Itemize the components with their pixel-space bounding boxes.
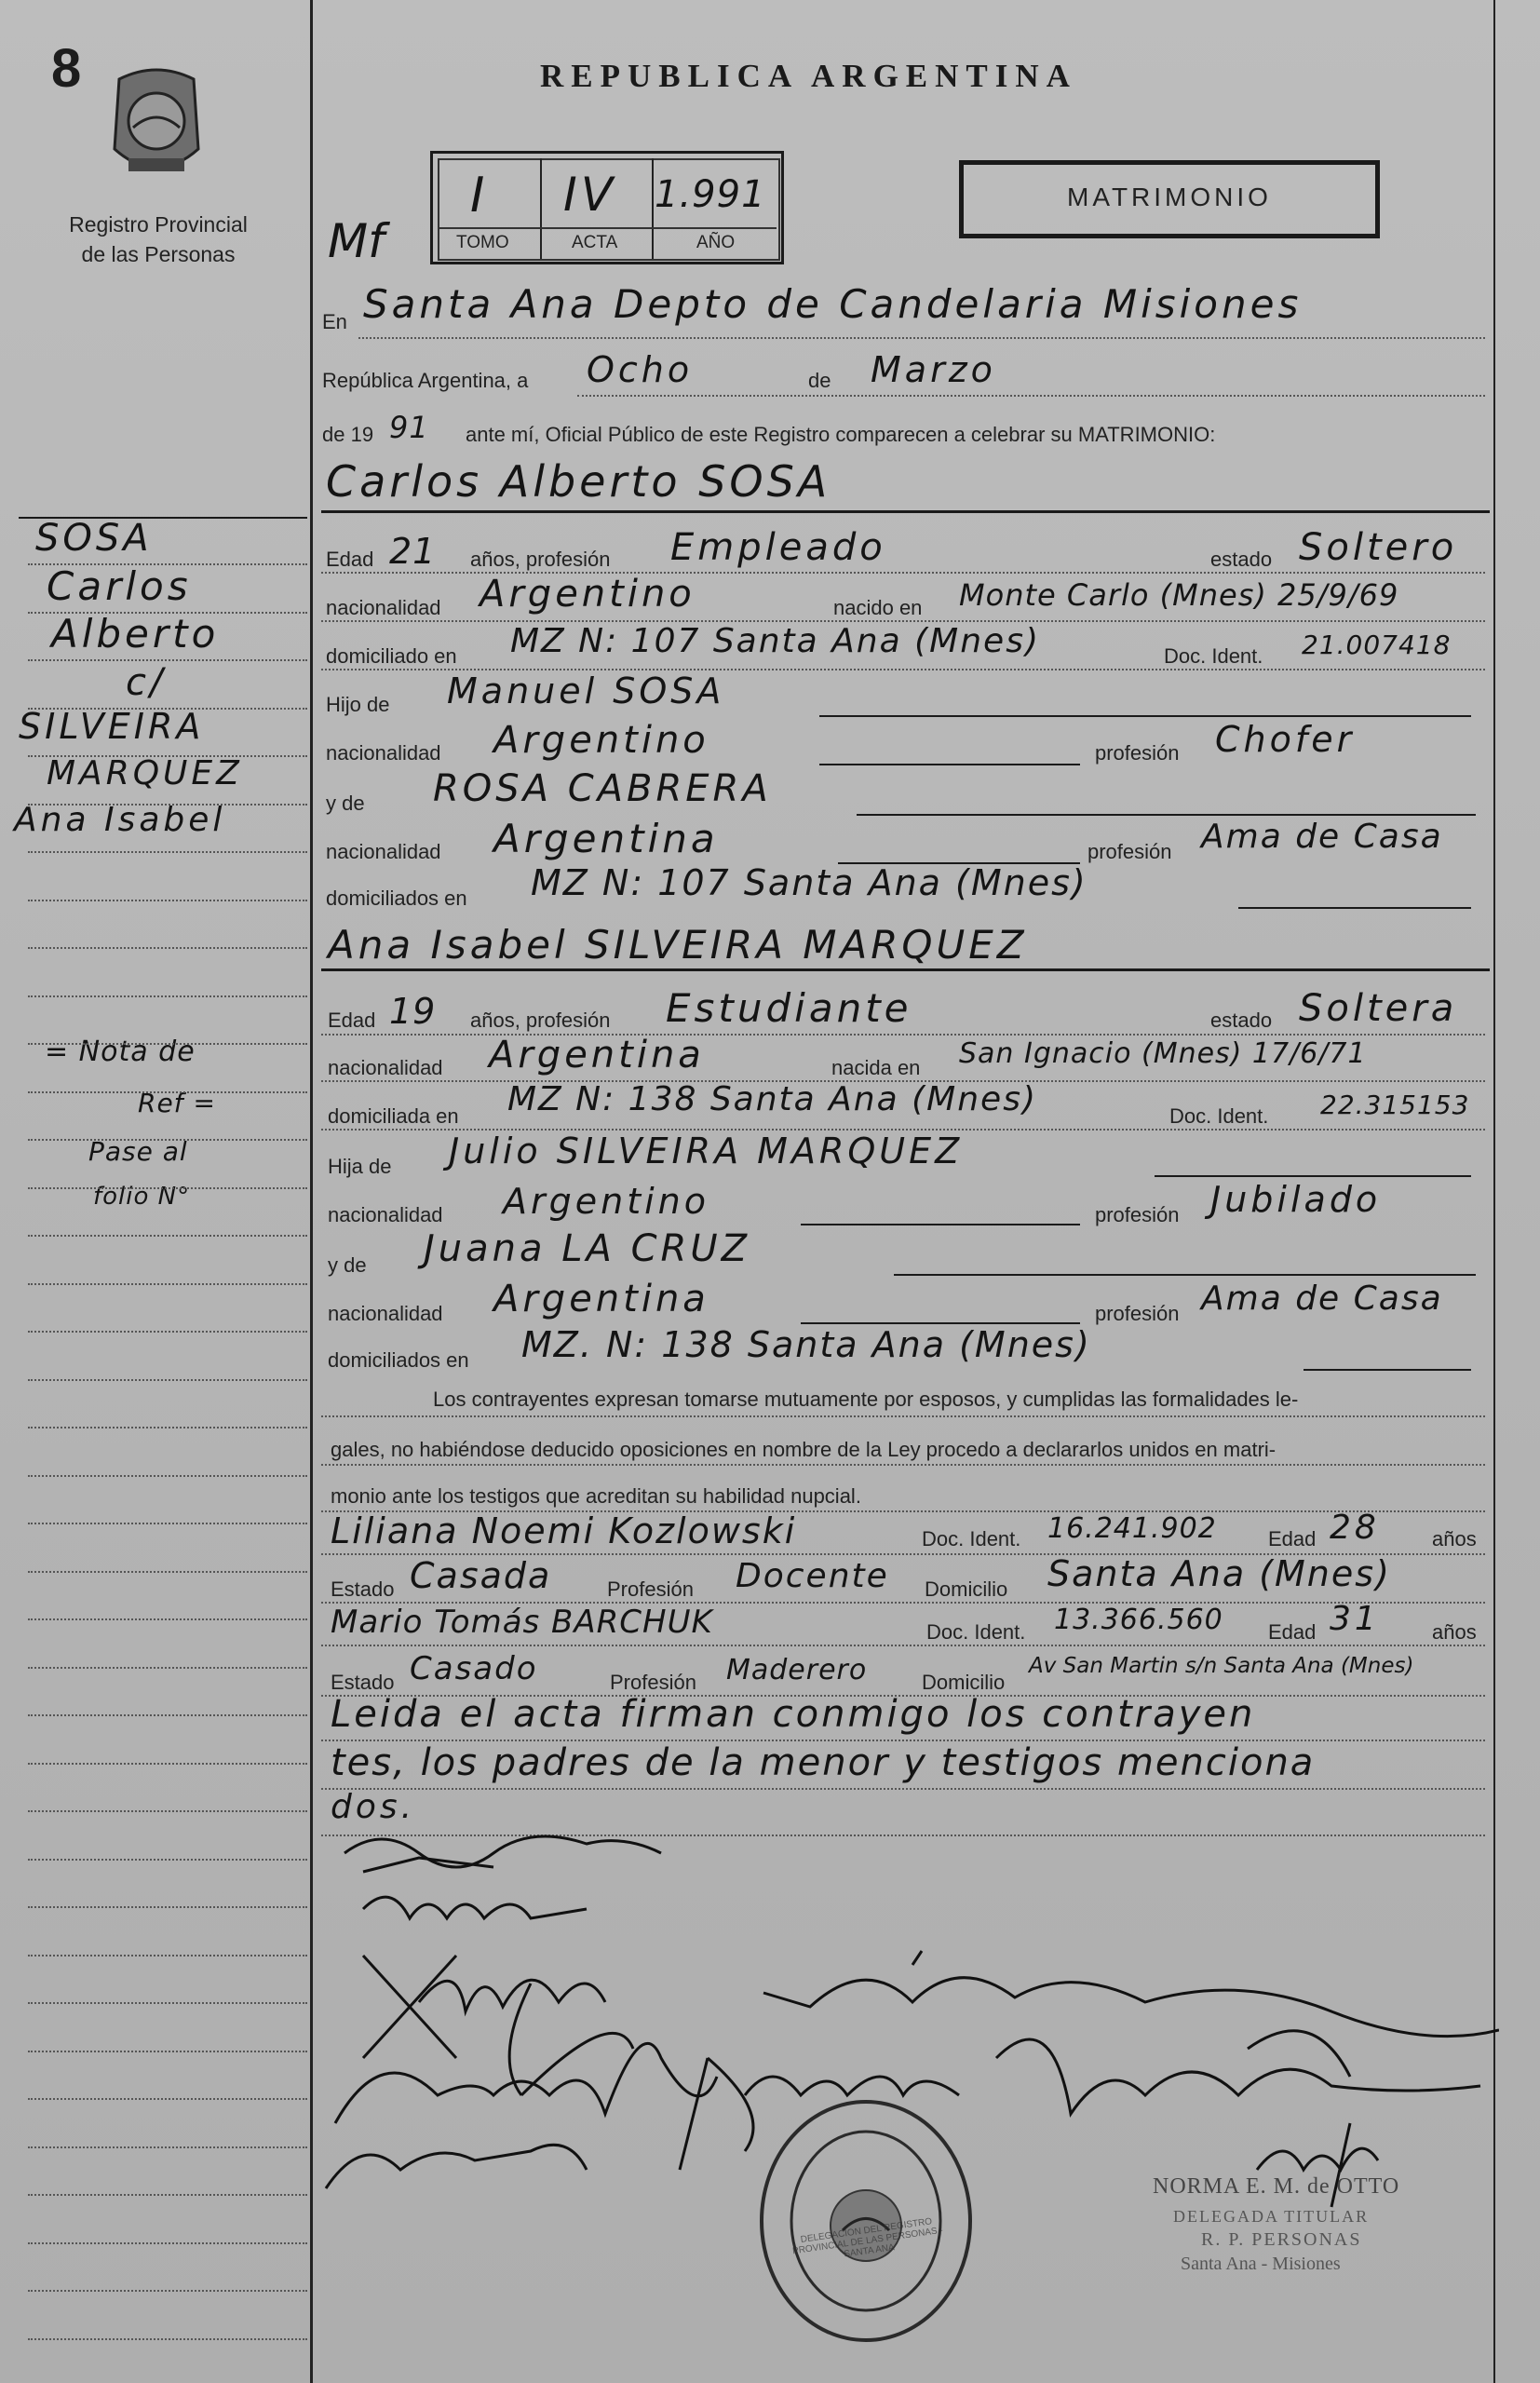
witness1-profession: Docente — [736, 1557, 889, 1595]
margin-note-line-3: Pase al — [88, 1136, 188, 1167]
margin-rule — [28, 2051, 307, 2052]
label-bride-doc: Doc. Ident. — [1169, 1104, 1269, 1128]
label-w1-prof: Profesión — [607, 1577, 694, 1601]
label-bride-father-prof: profesión — [1095, 1203, 1180, 1226]
label-groom-mother-prof: profesión — [1087, 840, 1172, 863]
margin-note-line-4: folio N° — [93, 1183, 191, 1211]
label-groom-edad: Edad — [326, 548, 374, 571]
witness2-status: Casado — [410, 1650, 538, 1687]
bride-nationality: Argentina — [489, 1034, 705, 1076]
bride-mother: Juana LA CRUZ — [424, 1227, 751, 1270]
witness2-address: Av San Martin s/n Santa Ana (Mnes) — [1029, 1654, 1414, 1678]
margin-name-line-5: SILVEIRA — [19, 706, 205, 747]
record-type: MATRIMONIO — [1067, 183, 1272, 211]
margin-rule — [28, 659, 307, 661]
groom-nationality: Argentino — [480, 573, 696, 616]
groom-mother-profession: Ama de Casa — [1201, 818, 1443, 856]
label-de-19: de 19 — [322, 423, 374, 446]
label-bride-estado: estado — [1210, 1009, 1273, 1032]
margin-rule — [28, 851, 307, 853]
legal-line-3: monio ante los testigos que acreditan su habilidad nupcial. — [331, 1484, 861, 1508]
margin-rule — [28, 612, 307, 614]
bride-father: Julio SILVEIRA MARQUEZ — [449, 1131, 964, 1171]
margin-rule — [28, 1379, 307, 1381]
legal-line-1: Los contrayentes expresan tomarse mutuamente por esposos, y cumplidas las formalidades le- — [433, 1388, 1299, 1411]
margin-rule — [28, 2338, 307, 2340]
closing-line-1-rule — [321, 1740, 1485, 1741]
bride-name: Ana Isabel SILVEIRA MARQUEZ — [328, 922, 1028, 968]
margin-rule — [28, 1618, 307, 1620]
label-bride-father-nac: nacionalidad — [328, 1203, 443, 1226]
label-groom-mother-nac: nacionalidad — [326, 840, 441, 863]
witness1-status: Casada — [410, 1555, 552, 1596]
label-w2-edad: Edad — [1268, 1620, 1317, 1644]
label-bride-mother-prof: profesión — [1095, 1302, 1180, 1325]
label-hija-de: Hija de — [328, 1155, 392, 1178]
closing-line-3: dos. — [331, 1788, 416, 1826]
groom-birth: Monte Carlo (Mnes) 25/9/69 — [959, 577, 1399, 613]
box-divider-2 — [652, 158, 654, 259]
label-groom-nacido: nacido en — [833, 596, 923, 619]
witness2-name: Mario Tomás BARCHUK — [331, 1604, 713, 1641]
official-office: R. P. PERSONAS — [1201, 2229, 1362, 2250]
label-groom-father-nac: nacionalidad — [326, 741, 441, 765]
margin-note-line-2: Ref = — [138, 1088, 216, 1118]
margin-rule — [28, 1667, 307, 1669]
margin-rule — [28, 1139, 307, 1141]
groom-father-profession: Chofer — [1215, 719, 1356, 760]
margin-top-rule — [19, 517, 307, 519]
margin-rule — [28, 755, 307, 757]
margin-rule — [28, 1571, 307, 1573]
groom-mother-nationality: Argentina — [493, 816, 719, 861]
margin-rule — [28, 1331, 307, 1333]
margin-rule — [28, 1235, 307, 1237]
closing-line-2-rule — [321, 1788, 1485, 1790]
margin-rule — [28, 1427, 307, 1428]
margin-rule — [28, 2146, 307, 2148]
month-value: Marzo — [871, 349, 996, 390]
bride-parents-address: MZ. N: 138 Santa Ana (Mnes) — [521, 1324, 1091, 1365]
bride-birth: San Ignacio (Mnes) 17/6/71 — [959, 1037, 1367, 1070]
margin-rule — [28, 1859, 307, 1861]
bride-name-rule — [321, 968, 1490, 971]
label-de-month: de — [808, 369, 831, 392]
label-bride-dom: domiciliada en — [328, 1104, 459, 1128]
label-w1-domicilio: Domicilio — [925, 1577, 1008, 1601]
label-w1-doc: Doc. Ident. — [922, 1527, 1021, 1550]
label-groom-profesion: años, profesión — [470, 548, 611, 571]
label-bride-edad: Edad — [328, 1009, 376, 1032]
label-w2-domicilio: Domicilio — [922, 1671, 1006, 1694]
margin-rule — [28, 1810, 307, 1812]
margin-rule — [28, 947, 307, 949]
margin-name-line-7: Ana Isabel — [14, 801, 226, 839]
groom-father-prof-rule — [819, 764, 1080, 765]
margin-rule — [28, 1091, 307, 1093]
bride-father-rule — [1155, 1175, 1471, 1177]
country-title: REPUBLICA ARGENTINA — [540, 58, 1077, 94]
margin-rule — [28, 995, 307, 997]
label-bride-y-de: y de — [328, 1253, 367, 1277]
witness1-age: 28 — [1330, 1509, 1380, 1547]
margin-name-line-1: SOSA — [35, 517, 153, 560]
label-groom-doc: Doc. Ident. — [1164, 644, 1263, 668]
date-line — [577, 395, 1485, 397]
margin-note-line-1: = Nota de — [45, 1036, 196, 1068]
label-bride-nacida: nacida en — [831, 1056, 921, 1079]
groom-name-rule — [321, 510, 1490, 513]
ano-label: AÑO — [696, 233, 736, 252]
witness1-doc: 16.241.902 — [1047, 1512, 1217, 1545]
misiones-crest-icon — [101, 61, 212, 191]
legal-line-2-rule — [321, 1464, 1485, 1466]
bride-father-prof-rule — [801, 1224, 1080, 1225]
witness1-name: Liliana Noemi Kozlowski — [331, 1510, 797, 1551]
margin-rule — [28, 708, 307, 710]
label-republica: República Argentina, a — [322, 369, 529, 392]
witness2-profession: Maderero — [726, 1654, 868, 1686]
margin-rule — [28, 2242, 307, 2244]
official-location: Santa Ana - Misiones — [1181, 2254, 1341, 2274]
label-bride-parents-dom: domiciliados en — [328, 1348, 469, 1372]
bride-doc: 22.315153 — [1320, 1090, 1470, 1120]
margin-rule — [28, 1523, 307, 1524]
margin-rule — [28, 1955, 307, 1956]
bride-father-nationality: Argentino — [503, 1181, 709, 1222]
witness2-doc: 13.366.560 — [1054, 1604, 1223, 1636]
margin-rule — [28, 2098, 307, 2100]
label-w2-anos: años — [1432, 1620, 1477, 1644]
bride-age: 19 — [389, 991, 437, 1032]
margin-rule — [28, 1714, 307, 1716]
label-w1-estado: Estado — [331, 1577, 395, 1601]
label-bride-profesion: años, profesión — [470, 1009, 611, 1032]
registry-line-2: de las Personas — [81, 242, 236, 266]
margin-rule — [28, 1906, 307, 1908]
groom-age: 21 — [389, 531, 437, 572]
groom-address: MZ N: 107 Santa Ana (Mnes) — [510, 622, 1040, 660]
margin-rule — [28, 1763, 307, 1765]
margin-name-line-2: Carlos — [47, 563, 192, 609]
groom-status: Soltero — [1299, 526, 1458, 569]
label-ante-mi: ante mí, Oficial Público de este Registro comparecen a celebrar su MATRIMONIO: — [466, 423, 1216, 446]
label-en: En — [322, 310, 347, 333]
groom-name: Carlos Alberto SOSA — [326, 456, 831, 507]
day-value: Ocho — [587, 349, 694, 390]
official-name: NORMA E. M. de OTTO — [1153, 2174, 1400, 2199]
label-groom-parents-dom: domiciliados en — [326, 887, 467, 910]
label-groom-father-prof: profesión — [1095, 741, 1180, 765]
margin-rule — [28, 1043, 307, 1045]
place-line — [358, 337, 1485, 339]
groom-doc: 21.007418 — [1302, 630, 1452, 660]
label-w2-doc: Doc. Ident. — [926, 1620, 1026, 1644]
margin-rule — [28, 900, 307, 901]
page-number: 8 — [51, 38, 82, 99]
label-groom-nac: nacionalidad — [326, 596, 441, 619]
margin-name-line-3: Alberto — [51, 611, 220, 657]
label-w1-anos: años — [1432, 1527, 1477, 1550]
label-groom-estado: estado — [1210, 548, 1273, 571]
registry-line-1: Registro Provincial — [69, 212, 248, 237]
officer-initials: Mf — [328, 214, 385, 268]
official-signature — [1248, 2114, 1397, 2216]
bride-parents-rule — [1304, 1369, 1471, 1371]
tomo-value: I — [470, 168, 489, 223]
acta-value: IV — [563, 168, 616, 222]
legal-line-2: gales, no habiéndose deducido oposiciones en nombre de la Ley procedo a declararlos unidos en matri- — [331, 1438, 1277, 1461]
label-w2-prof: Profesión — [610, 1671, 696, 1694]
groom-father-rule — [819, 715, 1471, 717]
closing-line-1: Leida el acta firman conmigo los contrayen — [331, 1693, 1256, 1736]
box-label-rule — [438, 227, 777, 229]
closing-line-2: tes, los padres de la menor y testigos menciona — [331, 1741, 1316, 1784]
bride-status: Soltera — [1299, 987, 1458, 1030]
margin-rule — [28, 804, 307, 806]
margin-rule — [28, 2002, 307, 2004]
bride-father-profession: Jubilado — [1210, 1179, 1382, 1220]
seal-text: DELEGACION DEL REGISTRO PROVINCIAL DE LAS PERSONAS - SANTA ANA — [791, 2216, 944, 2260]
groom-parents-address: MZ N: 107 Santa Ana (Mnes) — [531, 862, 1087, 903]
margin-rule — [28, 563, 307, 565]
witness2-age: 31 — [1330, 1600, 1380, 1638]
official-title: DELEGADA TITULAR — [1173, 2207, 1370, 2226]
bride-mother-rule — [894, 1274, 1476, 1276]
label-w2-estado: Estado — [331, 1671, 395, 1694]
witness1-address: Santa Ana (Mnes) — [1047, 1553, 1391, 1594]
margin-rule — [28, 1475, 307, 1477]
bride-mother-nationality: Argentina — [493, 1278, 709, 1320]
label-w1-edad: Edad — [1268, 1527, 1317, 1550]
place-value: Santa Ana Depto de Candelaria Misiones — [363, 281, 1303, 327]
ano-value: 1.991 — [655, 173, 766, 216]
groom-father-nationality: Argentino — [493, 719, 709, 762]
label-bride-mother-nac: nacionalidad — [328, 1302, 443, 1325]
box-divider-1 — [540, 158, 542, 259]
groom-profession: Empleado — [670, 526, 886, 569]
margin-rule — [28, 2290, 307, 2292]
bride-mother-profession: Ama de Casa — [1201, 1280, 1443, 1318]
groom-mother-rule — [857, 814, 1476, 816]
margin-rule — [28, 1187, 307, 1189]
tomo-label: TOMO — [456, 233, 509, 252]
label-bride-nac: nacionalidad — [328, 1056, 443, 1079]
label-hijo-de: Hijo de — [326, 693, 390, 716]
legal-line-1-rule — [321, 1415, 1485, 1417]
margin-name-line-4: c/ — [126, 661, 167, 704]
witness2-row1-line — [321, 1645, 1485, 1646]
groom-mother: ROSA CABRERA — [433, 767, 772, 810]
bride-profession: Estudiante — [666, 985, 912, 1031]
margin-rule — [28, 1283, 307, 1285]
groom-father: Manuel SOSA — [447, 670, 725, 711]
acta-label: ACTA — [572, 233, 618, 252]
margin-name-line-6: MARQUEZ — [47, 754, 243, 792]
year-suffix: 91 — [389, 410, 429, 445]
bride-address: MZ N: 138 Santa Ana (Mnes) — [507, 1080, 1037, 1118]
groom-parents-rule — [1238, 907, 1471, 909]
label-groom-dom: domiciliado en — [326, 644, 457, 668]
margin-rule — [28, 2194, 307, 2196]
label-groom-y-de: y de — [326, 792, 365, 815]
